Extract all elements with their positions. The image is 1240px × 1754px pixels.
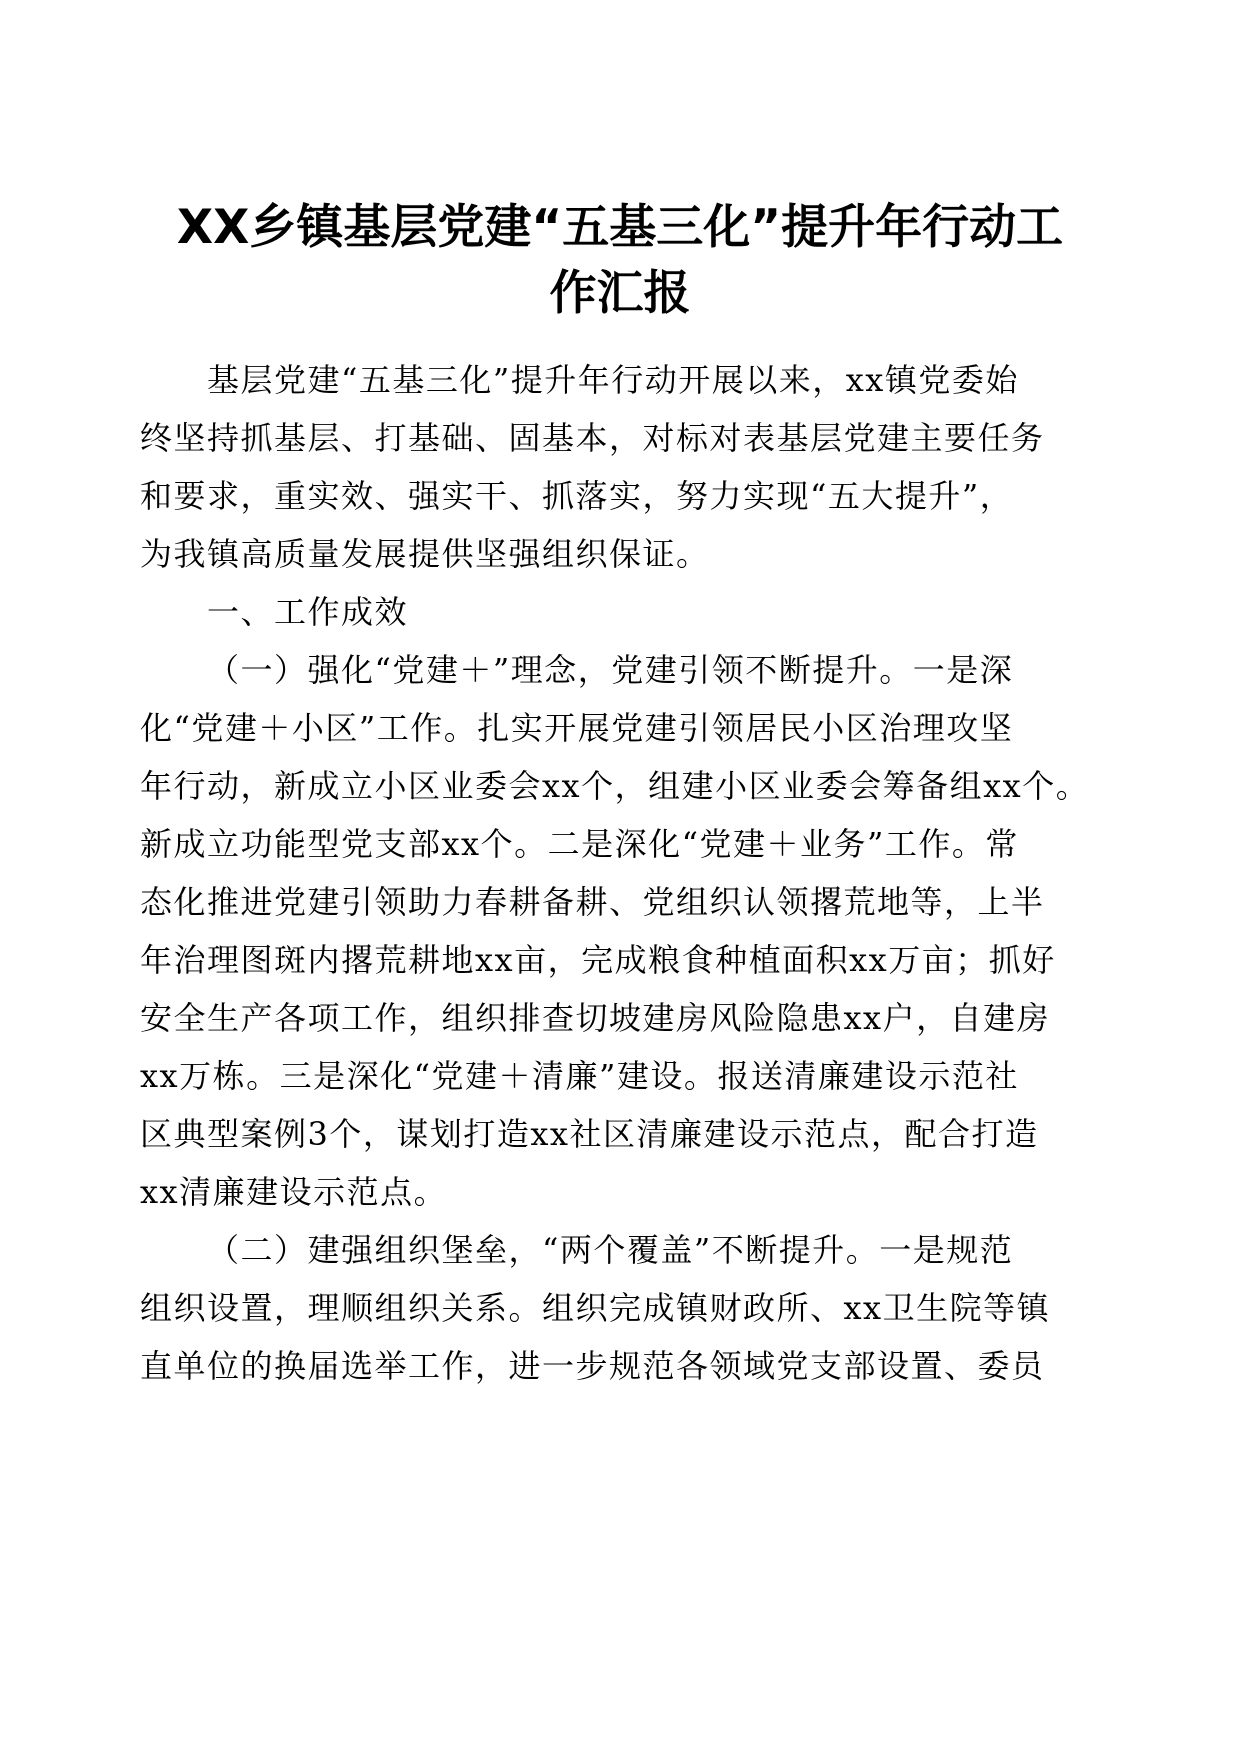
subsection-2-line-1: （二）建强组织堡垒，“两个覆盖”不断提升。一是规范 xyxy=(207,1231,1014,1269)
body-line-3: 和要求，重实效、强实干、抓落实，努力实现“五大提升”， xyxy=(140,477,1014,515)
document-title-line-2: 作汇报 xyxy=(549,266,691,321)
body-line-2: 终坚持抓基层、打基础、固基本，对标对表基层党建主要任务 xyxy=(140,419,1045,457)
body-line-1: 基层党建“五基三化”提升年行动开展以来，xx镇党委始 xyxy=(207,361,1019,399)
subsection-1-line-10: xx清廉建设示范点。 xyxy=(140,1173,448,1211)
body-line-4: 为我镇高质量发展提供坚强组织保证。 xyxy=(140,535,710,573)
subsection-1-line-4: 新成立功能型党支部xx个。二是深化“党建＋业务”工作。常 xyxy=(140,825,1019,863)
section-heading-1: 一、工作成效 xyxy=(207,593,409,631)
subsection-1-line-5: 态化推进党建引领助力春耕备耕、党组织认领撂荒地等，上半 xyxy=(140,883,1045,921)
subsection-1-line-7: 安全生产各项工作，组织排查切坡建房风险隐患xx户，自建房 xyxy=(140,999,1051,1037)
subsection-1-line-6: 年治理图斑内撂荒耕地xx亩，完成粮食种植面积xx万亩；抓好 xyxy=(140,941,1056,979)
subsection-1-line-9: 区典型案例3个，谋划打造xx社区清廉建设示范点，配合打造 xyxy=(140,1115,1039,1153)
subsection-1-line-2: 化“党建＋小区”工作。扎实开展党建引领居民小区治理攻坚 xyxy=(140,709,1014,747)
subsection-2-line-2: 组织设置，理顺组织关系。组织完成镇财政所、xx卫生院等镇 xyxy=(140,1289,1051,1327)
subsection-1-line-8: xx万栋。三是深化“党建＋清廉”建设。报送清廉建设示范社 xyxy=(140,1057,1019,1095)
subsection-1-line-1: （一）强化“党建＋”理念，党建引领不断提升。一是深 xyxy=(207,651,1014,689)
document-title-line-1: XX乡镇基层党建“五基三化”提升年行动工 xyxy=(176,200,1064,255)
subsection-2-line-3: 直单位的换届选举工作，进一步规范各领域党支部设置、委员 xyxy=(140,1347,1045,1385)
subsection-1-line-3: 年行动，新成立小区业委会xx个，组建小区业委会筹备组xx个。 xyxy=(140,767,1090,805)
